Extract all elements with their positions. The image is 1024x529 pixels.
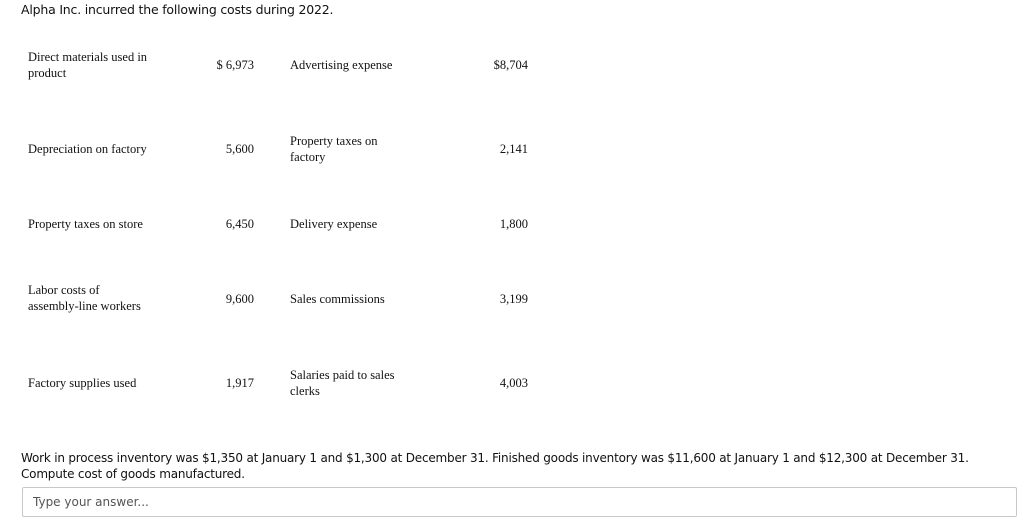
cost-label-direct-materials: Direct materials used in product [28,50,148,80]
cost-amount-salaries-sales-clerks: 4,003 [499,376,528,390]
question-prompt: Compute cost of goods manufactured. [21,467,245,481]
cost-label-sales-commissions: Sales commissions [290,292,385,306]
cost-amount-delivery: 1,800 [499,217,528,231]
cost-amount-property-taxes-store: 6,450 [225,217,254,231]
cost-amount-depreciation-factory: 5,600 [225,142,254,156]
cost-amount-factory-supplies: 1,917 [225,376,254,390]
cost-amount-sales-commissions: 3,199 [499,292,528,306]
cost-label-property-taxes-store: Property taxes on store [28,217,143,231]
question-title: Alpha Inc. incurred the following costs during 2022. [21,2,334,17]
cost-amount-property-taxes-factory: 2,141 [499,142,528,156]
cost-label-advertising: Advertising expense [290,58,393,72]
cost-label-depreciation-factory: Depreciation on factory [28,142,147,156]
cost-amount-direct-materials: $ 6,973 [216,58,254,72]
cost-label-property-taxes-factory: Property taxes on factory [290,134,378,164]
cost-label-delivery: Delivery expense [290,217,378,231]
cost-label-factory-supplies: Factory supplies used [28,376,137,390]
cost-label-labor: Labor costs of assembly-line workers [28,283,141,313]
answer-input[interactable] [22,487,1017,517]
cost-amount-advertising: $8,704 [493,58,528,72]
cost-label-salaries-sales-clerks: Salaries paid to sales clerks [290,368,395,398]
inventory-note: Work in process inventory was $1,350 at January 1 and $1,300 at December 31. Finished goods inventory was $11,600 at January 1 and $12,300 at December 31. Compute cost of goods manufactured. [21,450,1001,482]
cost-amount-labor: 9,600 [225,292,254,306]
